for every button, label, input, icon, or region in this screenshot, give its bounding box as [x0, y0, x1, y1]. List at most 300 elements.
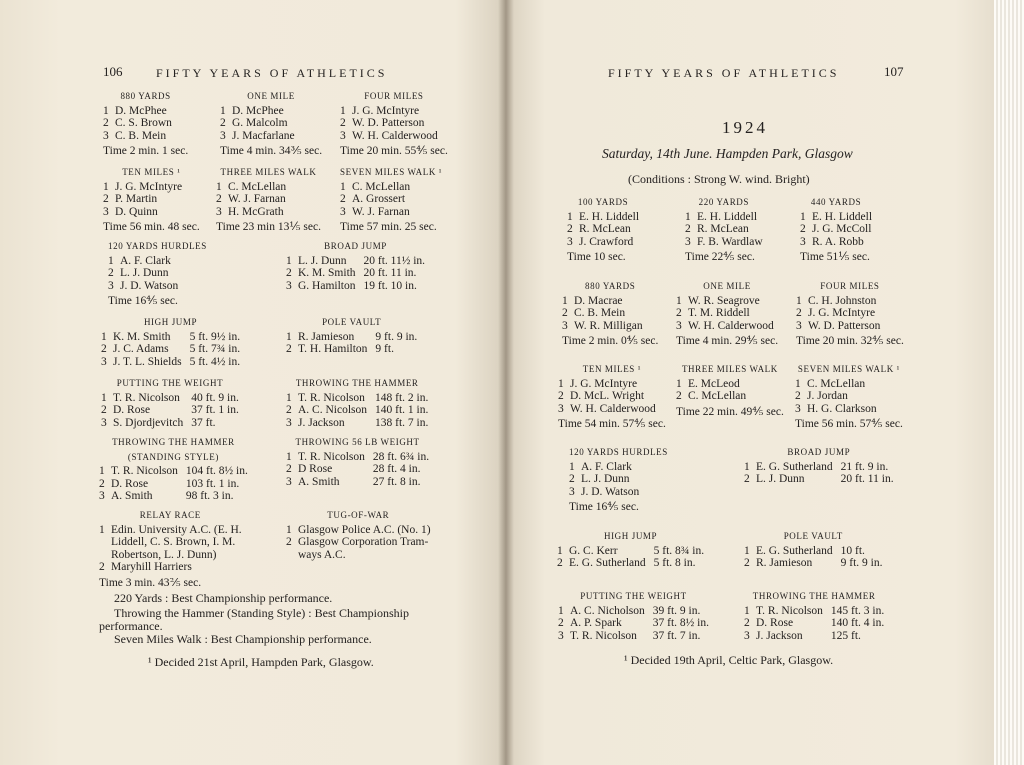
athlete-name: Robertson, L. J. Dunn)	[111, 548, 217, 561]
left-event-throwing-56-lb-weight	[286, 436, 429, 488]
result-row	[562, 295, 658, 308]
athlete-name: J. C. Adams	[113, 343, 169, 355]
athlete-name: E. McLeod	[688, 377, 740, 390]
result-row	[286, 524, 431, 537]
result-position: 1	[340, 104, 346, 117]
winning-time: Time 56 min. 57⅘ sec.	[795, 418, 903, 430]
athlete-name: G. C. Kerr	[569, 544, 618, 557]
winning-time: Time 2 min. 1 sec.	[103, 145, 189, 157]
left-event-tug-of-war	[286, 509, 431, 561]
result-position: 2	[800, 223, 806, 235]
result-row	[558, 630, 709, 643]
right-footnote: ¹ Decided 19th April, Celtic Park, Glasgow.	[624, 653, 834, 667]
result-row	[676, 320, 778, 333]
result-row	[286, 267, 425, 280]
result-row	[99, 561, 242, 574]
result-position: 1	[744, 604, 750, 617]
result-row	[557, 545, 704, 558]
result-position: 1	[286, 391, 292, 404]
athlete-name: A. Grossert	[352, 193, 406, 205]
result-position: 3	[101, 355, 107, 368]
event-title: THROWING THE HAMMER	[112, 437, 235, 447]
result-row	[744, 557, 883, 570]
result-position: 2	[286, 267, 292, 279]
athlete-name: J. Jordan	[807, 390, 848, 402]
result-row	[286, 392, 428, 405]
event-title: SEVEN MILES WALK ¹	[797, 364, 900, 374]
result-position: 2	[101, 404, 107, 416]
result-row	[800, 223, 872, 236]
right-event-120-yards-hurdles	[569, 446, 668, 514]
winning-time: Time 20 min. 32⅘ sec.	[796, 335, 904, 347]
athlete-name: R. Jamieson	[298, 330, 355, 343]
athlete-name: E. G. Sutherland	[756, 544, 833, 557]
result-position: 3	[103, 205, 109, 218]
result-row	[101, 404, 239, 417]
result-position: 3	[286, 279, 292, 292]
event-title: POLE VAULT	[322, 317, 382, 327]
athlete-name: L. J. Dunn	[581, 473, 630, 485]
result-row	[562, 320, 658, 333]
result-position: 3	[340, 129, 346, 142]
result-row	[796, 320, 904, 333]
right-event-100-yards	[567, 196, 639, 264]
result-position: 3	[796, 319, 802, 332]
athlete-name: Edin. University A.C. (E. H.	[111, 523, 242, 536]
result-mark: 140 ft. 1 in.	[375, 404, 429, 416]
result-mark: 10 ft.	[840, 544, 865, 557]
result-row	[99, 549, 242, 562]
result-position: 3	[744, 629, 750, 642]
result-position: 3	[216, 205, 222, 218]
winning-time: Time 16⅘ sec.	[108, 295, 178, 307]
result-position: 1	[569, 460, 575, 473]
result-row	[103, 181, 200, 194]
result-position: 2	[569, 473, 575, 485]
result-position	[99, 549, 111, 562]
athlete-name: E. H. Liddell	[697, 210, 758, 223]
result-row	[340, 181, 442, 194]
result-position: 2	[99, 561, 105, 573]
athlete-name: W. D. Patterson	[808, 319, 881, 332]
event-title: 880 YARDS	[585, 281, 636, 291]
result-position: 2	[286, 463, 292, 475]
result-position: 3	[569, 485, 575, 498]
result-mark: 27 ft. 8 in.	[372, 475, 421, 488]
right-event-ten-miles	[558, 363, 666, 431]
result-position: 2	[676, 390, 682, 402]
event-title: PUTTING THE WEIGHT	[116, 378, 224, 388]
athlete-name: R. McLean	[579, 223, 631, 235]
left-event-four-miles	[340, 90, 448, 158]
athlete-name: D Rose	[298, 463, 333, 475]
winning-time: Time 54 min. 57⅘ sec.	[558, 418, 666, 430]
result-position: 1	[103, 104, 109, 117]
event-title: 120 YARDS HURDLES	[108, 241, 207, 251]
winning-time: Time 22 min. 49⅘ sec.	[676, 405, 784, 418]
result-position: 2	[744, 473, 750, 485]
result-row	[216, 193, 321, 206]
result-position: 1	[567, 210, 573, 223]
result-position: 3	[99, 490, 105, 502]
event-title: 440 YARDS	[810, 197, 862, 207]
left-event-pole-vault	[286, 316, 417, 356]
result-row	[216, 181, 321, 194]
result-position: 2	[103, 117, 109, 129]
result-position: 3	[108, 279, 114, 292]
athlete-name: R. McLean	[697, 223, 749, 235]
result-row	[558, 378, 666, 391]
left-event-throwing-the-hammer	[99, 436, 248, 503]
athlete-name: C. McLellan	[228, 180, 287, 193]
result-position: 3	[685, 235, 691, 248]
athlete-name: W. J. Farnan	[228, 193, 286, 205]
result-position: 2	[286, 536, 292, 548]
result-mark: 103 ft. 1 in.	[185, 477, 240, 490]
result-row	[103, 117, 188, 130]
result-mark: 37 ft.	[191, 416, 216, 429]
right-page-number: 107	[884, 64, 904, 79]
result-position: 3	[286, 475, 292, 488]
result-mark: 19 ft. 10 in.	[363, 279, 417, 292]
athlete-name: A. F. Clark	[581, 460, 632, 473]
event-title: PUTTING THE WEIGHT	[580, 591, 687, 601]
result-mark: 37 ft. 1 in.	[191, 404, 239, 416]
conditions: (Conditions : Strong W. wind. Bright)	[628, 172, 810, 186]
athlete-name: D. Rose	[113, 404, 151, 416]
result-row	[569, 461, 668, 474]
winning-time: Time 16⅘ sec.	[569, 501, 639, 513]
result-row	[220, 105, 322, 118]
result-row	[286, 417, 428, 430]
athlete-name: C. B. Mein	[115, 129, 167, 142]
result-mark: 148 ft. 2 in.	[375, 391, 429, 404]
result-position: 1	[744, 460, 750, 473]
result-row	[569, 486, 668, 499]
result-row	[796, 307, 904, 320]
result-mark: 5 ft. 8 in.	[653, 557, 696, 569]
athlete-name: T. R. Nicolson	[570, 629, 637, 642]
result-position: 1	[216, 180, 222, 193]
result-position: 1	[286, 330, 292, 343]
event-title: SEVEN MILES WALK ¹	[340, 167, 443, 177]
event-title: THROWING THE HAMMER	[295, 378, 419, 388]
result-row	[101, 331, 240, 344]
result-row	[340, 193, 442, 206]
result-row	[676, 378, 784, 391]
result-position: 2	[685, 223, 691, 235]
athlete-name: L. J. Dunn	[120, 267, 169, 279]
result-row	[99, 490, 248, 503]
athlete-name: T. R. Nicolson	[298, 450, 365, 463]
result-row	[567, 223, 639, 236]
book-gutter	[498, 0, 514, 765]
event-title: BROAD JUMP	[324, 241, 387, 251]
result-position: 3	[676, 319, 682, 332]
left-event-high-jump	[101, 316, 240, 368]
athlete-name: G. Hamilton	[298, 279, 356, 292]
right-event-220-yards	[685, 196, 763, 264]
athlete-name: J. G. McIntyre	[115, 180, 183, 193]
event-title: ONE MILE	[703, 281, 751, 291]
result-position: 1	[101, 391, 107, 404]
athlete-name: L. J. Dunn	[298, 254, 347, 267]
athlete-name: W. H. Calderwood	[688, 319, 774, 332]
winning-time: Time 22⅘ sec.	[685, 251, 755, 263]
result-row	[558, 403, 666, 416]
athlete-name: A. C. Nicolson	[298, 404, 367, 416]
result-mark: 37 ft. 8½ in.	[652, 617, 709, 629]
result-row	[744, 461, 894, 474]
left-event-putting-the-weight	[101, 377, 239, 429]
result-mark: 5 ft. 8¾ in.	[653, 544, 705, 557]
athlete-name: J. G. McIntyre	[808, 307, 876, 319]
result-row	[685, 223, 763, 236]
event-title: 880 YARDS	[120, 91, 171, 101]
athlete-name: J. D. Watson	[120, 279, 179, 292]
athlete-name: J. Macfarlane	[232, 129, 295, 142]
result-mark: 40 ft. 9 in.	[191, 391, 239, 404]
athlete-name: A. C. Nicholson	[570, 604, 645, 617]
result-position: 2	[558, 617, 564, 629]
athlete-name: Maryhill Harriers	[111, 561, 192, 573]
athlete-name: J. G. McIntyre	[352, 104, 420, 117]
result-mark: 39 ft. 9 in.	[652, 604, 701, 617]
result-row	[108, 280, 207, 293]
left-event-one-mile	[220, 90, 322, 158]
result-row	[569, 473, 668, 486]
result-position: 3	[340, 205, 346, 218]
result-position: 1	[676, 377, 682, 390]
athlete-name: D. Macrae	[574, 294, 623, 307]
winning-time: Time 4 min. 34⅗ sec.	[220, 145, 323, 157]
result-position: 1	[676, 294, 682, 307]
result-position: 3	[220, 129, 226, 142]
result-position: 3	[558, 402, 564, 415]
winning-time: Time 3 min. 43⅖ sec.	[99, 576, 202, 589]
event-title: ONE MILE	[247, 91, 295, 101]
result-row	[99, 478, 248, 491]
result-position: 3	[558, 629, 564, 642]
result-row	[108, 255, 207, 268]
note-220-yards: 220 Yards : Best Championship performance.	[114, 591, 333, 605]
result-row	[286, 343, 417, 356]
result-row	[744, 617, 884, 630]
result-row	[220, 117, 322, 130]
result-row	[286, 476, 429, 489]
athlete-name: J. T. L. Shields	[113, 355, 182, 368]
left-page-number: 106	[103, 64, 123, 79]
result-row	[800, 236, 872, 249]
result-row	[676, 307, 778, 320]
result-position: 1	[795, 377, 801, 390]
result-position	[286, 549, 298, 562]
left-event-broad-jump	[286, 240, 425, 292]
result-row	[99, 524, 242, 537]
result-position: 2	[99, 477, 105, 490]
left-event-three-miles-walk	[216, 166, 321, 234]
athlete-name: T. H. Hamilton	[298, 343, 368, 355]
right-running-head: FIFTY YEARS OF ATHLETICS	[608, 66, 840, 80]
result-mark: 98 ft. 3 in.	[185, 490, 234, 502]
athlete-name: P. Martin	[115, 193, 158, 205]
result-mark: 104 ft. 8½ in.	[185, 465, 248, 477]
athlete-name: D. McL. Wright	[570, 390, 645, 402]
result-position: 1	[557, 544, 563, 557]
event-title: THREE MILES WALK	[220, 167, 317, 177]
athlete-name: J. Crawford	[579, 235, 634, 248]
result-row	[685, 236, 763, 249]
result-row	[567, 211, 639, 224]
result-position: 1	[558, 604, 564, 617]
athlete-name: T. R. Nicolson	[113, 391, 180, 404]
winning-time: Time 23 min 13⅕ sec.	[216, 221, 321, 233]
right-event-three-miles-walk	[676, 363, 784, 418]
result-row	[103, 105, 188, 118]
result-position	[99, 536, 111, 549]
event-subtitle: (STANDING STYLE)	[127, 451, 219, 462]
athlete-name: S. Djordjevitch	[113, 416, 184, 429]
athlete-name: J. Jackson	[756, 629, 803, 642]
athlete-name: C. McLellan	[688, 390, 747, 402]
result-mark: 145 ft. 3 in.	[830, 604, 885, 617]
result-row	[744, 545, 883, 558]
result-row	[800, 211, 872, 224]
result-mark: 9 ft.	[375, 343, 394, 355]
athlete-name: D. Rose	[111, 477, 149, 490]
athlete-name: A. Smith	[298, 475, 340, 488]
event-title: BROAD JUMP	[787, 447, 851, 457]
note-seven-miles-walk: Seven Miles Walk : Best Championship performance.	[114, 632, 372, 646]
result-position: 1	[800, 210, 806, 223]
winning-time: Time 10 sec.	[567, 251, 626, 263]
result-mark: 5 ft. 4½ in.	[189, 355, 241, 368]
right-event-putting-the-weight	[558, 590, 709, 642]
left-event-880-yards	[103, 90, 188, 158]
result-row	[558, 605, 709, 618]
event-title: HIGH JUMP	[143, 317, 198, 327]
left-event-throwing-the-hammer	[286, 377, 428, 429]
result-position: 1	[286, 450, 292, 463]
result-position: 2	[220, 117, 226, 129]
note-hammer-standing: Throwing the Hammer (Standing Style) : Best Championship	[114, 606, 409, 620]
result-row	[558, 617, 709, 630]
result-position: 2	[676, 307, 682, 319]
athlete-name: Glasgow Corporation Tram-	[298, 536, 429, 548]
result-row	[562, 307, 658, 320]
athlete-name: H. McGrath	[228, 205, 284, 218]
result-mark: 5 ft. 9½ in.	[189, 330, 241, 343]
athlete-name: T. M. Riddell	[688, 307, 750, 319]
result-position: 1	[220, 104, 226, 117]
result-row	[216, 206, 321, 219]
result-row	[101, 356, 240, 369]
result-mark: 20 ft. 11½ in.	[363, 254, 426, 267]
athlete-name: C. H. Johnston	[808, 294, 877, 307]
result-mark: 21 ft. 9 in.	[840, 460, 889, 473]
left-running-head: FIFTY YEARS OF ATHLETICS	[156, 66, 388, 80]
result-position: 3	[103, 129, 109, 142]
event-title: 220 YARDS	[698, 197, 749, 207]
winning-time: Time 57 min. 25 sec.	[340, 221, 437, 233]
result-position: 1	[744, 544, 750, 557]
result-position: 3	[562, 319, 568, 332]
result-row	[567, 236, 639, 249]
athlete-name: E. H. Liddell	[812, 210, 873, 223]
result-position: 2	[216, 193, 222, 205]
event-title: 100 YARDS	[577, 197, 629, 207]
athlete-name: K. M. Smith	[298, 267, 356, 279]
result-position: 2	[286, 404, 292, 416]
event-title: TEN MILES ¹	[122, 167, 181, 177]
result-position: 2	[103, 193, 109, 205]
result-position: 2	[286, 343, 292, 355]
result-row	[744, 473, 894, 486]
athlete-name: C. McLellan	[807, 377, 866, 390]
left-event-seven-miles-walk	[340, 166, 442, 234]
note-hammer-standing-cont: performance.	[99, 619, 163, 633]
winning-time: Time 20 min. 55⅘ sec.	[340, 145, 448, 157]
athlete-name: E. G. Sutherland	[756, 460, 833, 473]
meeting-details: Saturday, 14th June. Hampden Park, Glasgow	[602, 146, 853, 161]
result-row	[744, 605, 884, 618]
result-row	[286, 536, 431, 549]
result-position: 1	[286, 254, 292, 267]
athlete-name: A. Smith	[111, 490, 153, 502]
result-row	[286, 255, 425, 268]
athlete-name: C. S. Brown	[115, 117, 172, 129]
result-row	[103, 130, 188, 143]
right-event-throwing-the-hammer	[744, 590, 884, 642]
result-row	[99, 536, 242, 549]
athlete-name: D. McPhee	[115, 104, 167, 117]
athlete-name: W. H. Calderwood	[570, 402, 656, 415]
result-position: 2	[567, 223, 573, 235]
event-title: FOUR MILES	[820, 281, 880, 291]
result-row	[286, 404, 428, 417]
result-position: 1	[99, 465, 105, 477]
result-mark: 9 ft. 9 in.	[840, 557, 883, 569]
winning-time: Time 56 min. 48 sec.	[103, 221, 200, 233]
result-position: 2	[795, 390, 801, 402]
right-event-pole-vault	[744, 530, 883, 570]
athlete-name: J. D. Watson	[581, 485, 640, 498]
result-row	[676, 390, 784, 403]
athlete-name: C. McLellan	[352, 180, 411, 193]
result-position: 1	[103, 180, 109, 193]
result-row	[744, 630, 884, 643]
result-position: 1	[685, 210, 691, 223]
left-footnote: ¹ Decided 21st April, Hampden Park, Glasgow.	[148, 655, 374, 669]
result-position: 2	[558, 390, 564, 402]
right-event-880-yards	[562, 280, 658, 348]
result-position: 1	[558, 377, 564, 390]
winning-time: Time 4 min. 29⅘ sec.	[676, 335, 779, 347]
result-position: 3	[795, 402, 801, 415]
result-row	[99, 465, 248, 478]
athlete-name: E. H. Liddell	[579, 210, 640, 223]
event-title: TEN MILES ¹	[582, 364, 642, 374]
result-row	[557, 557, 704, 570]
athlete-name: E. G. Sutherland	[569, 557, 646, 569]
event-title: THROWING THE HAMMER	[752, 591, 876, 601]
athlete-name: F. B. Wardlaw	[697, 235, 763, 248]
result-mark: 20 ft. 11 in.	[363, 267, 417, 279]
result-position: 2	[101, 343, 107, 355]
event-title: POLE VAULT	[783, 531, 843, 541]
event-title: RELAY RACE	[139, 510, 201, 520]
result-row	[795, 378, 903, 391]
